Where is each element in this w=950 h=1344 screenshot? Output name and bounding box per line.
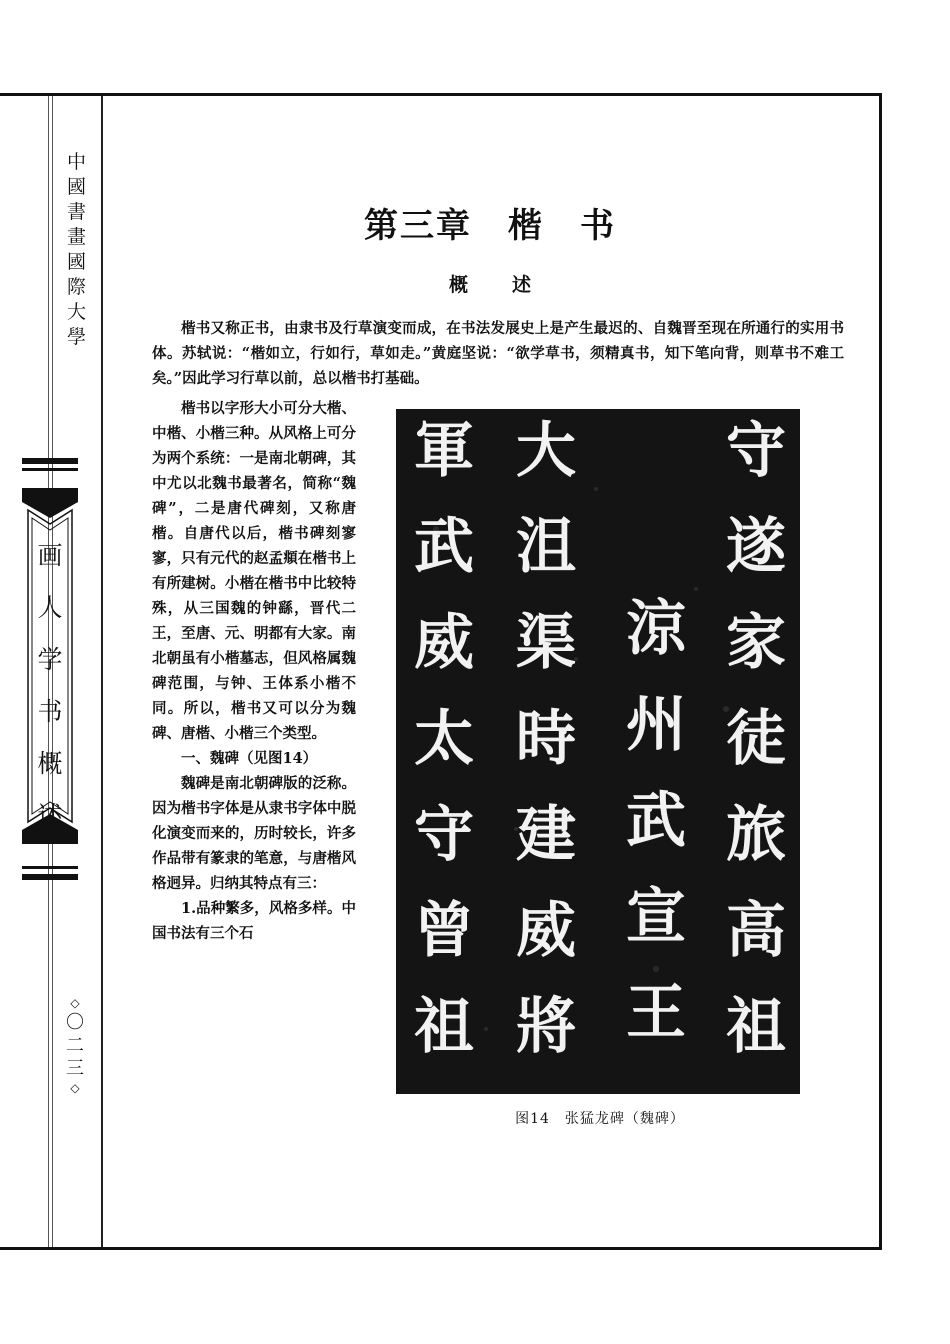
series-title-char: 際: [66, 276, 87, 298]
section-name-char: 画: [37, 541, 63, 570]
rubbing-character: 沮: [516, 512, 576, 582]
body-paragraph: 1.品种繁多，风格多样。中国书法有三个石: [152, 900, 356, 942]
intro-text: [152, 316, 844, 391]
page-number: [55, 995, 95, 1096]
body-paragraph: 楷书以字形大小可分大楷、中楷、小楷三种。从风格上可分为两个系统：一是南北朝碑，其中尤以北魏书最著名，简称“魏碑”，二是唐代碑刻，又称唐楷。自唐代以后，楷书碑刻寥寥，只有元代的赵孟頫在楷书上有所建树。小楷在楷书中比较特殊，从三国魏的钟繇，晋代二王，至唐、元、明都有大家。南北朝虽有小楷墓志，但风格属魏碑范围，与钟、王体系小楷不同。所以，楷书又可以分为魏碑、唐楷、小楷三个类型。: [152, 400, 356, 742]
decorative-bar: [22, 468, 78, 471]
rubbing-character: 曾: [414, 896, 474, 966]
column-text: [152, 396, 356, 946]
rubbing-character: 守: [726, 416, 786, 486]
page-number-char: 三: [66, 1058, 84, 1079]
figure-caption: 图14 张猛龙碑（魏碑）: [515, 1111, 685, 1127]
rubbing-character: 州: [626, 690, 686, 760]
series-title-char: 大: [66, 301, 87, 323]
series-title-char: 國: [66, 176, 87, 198]
stele-rubbing-image: [396, 409, 800, 1094]
section-title: 概述: [448, 274, 575, 296]
rubbing-character: 高: [726, 896, 786, 966]
rubbing-character: 宣: [626, 882, 686, 952]
rubbing-character: 涼: [626, 594, 686, 664]
rubbing-character: 旅: [726, 800, 786, 870]
rubbing-character: 威: [516, 896, 576, 966]
series-title-char: 畫: [66, 226, 87, 248]
rubbing-character: 祖: [726, 992, 786, 1062]
rubbing-character: 軍: [414, 416, 474, 486]
chapter-title: 第三章 楷 书: [364, 206, 616, 246]
rubbing-character: 祖: [414, 992, 474, 1062]
rubbing-character: 渠: [516, 608, 576, 678]
rubbing-character: 徒: [726, 704, 786, 774]
sidebar-rule: [101, 96, 103, 1247]
decorative-bar: [22, 458, 78, 464]
series-title-char: 書: [66, 201, 87, 223]
series-title: [58, 150, 96, 350]
series-title-char: 中: [66, 151, 87, 173]
intro-paragraph: 楷书又称正书，由隶书及行草演变而成，在书法发展史上是产生最迟的、自魏晋至现在所通行的实用书体。苏轼说：“楷如立，行如行，草如走。”黄庭坚说：“欲学草书，须精真书，知下笔向背，则草书不难工矣。”因此学习行草以前，总以楷书打基础。: [152, 320, 844, 387]
rubbing-character: 威: [414, 608, 474, 678]
section-name: [28, 530, 72, 842]
section-name-char: 人: [37, 593, 63, 622]
rubbing-character: 遂: [726, 512, 786, 582]
page-number-char: 〇: [66, 1012, 84, 1033]
subheading: 一、魏碑（见图14）: [181, 750, 318, 767]
rubbing-character: 武: [414, 512, 474, 582]
diamond-icon: ◇: [70, 996, 80, 1010]
rubbing-character: 守: [414, 800, 474, 870]
rubbing-character: 時: [516, 704, 576, 774]
rubbing-character: 將: [516, 992, 576, 1062]
decorative-bar: [22, 866, 78, 869]
series-title-char: 學: [66, 326, 87, 348]
rubbing-character: 王: [626, 978, 686, 1048]
section-name-char: 学: [37, 645, 63, 674]
rubbing-character: 家: [726, 608, 786, 678]
decorative-bar: [22, 874, 78, 880]
section-name-char: 述: [37, 801, 63, 830]
rubbing-character: 太: [414, 704, 474, 774]
rubbing-character: 武: [626, 786, 686, 856]
page-number-char: 二: [66, 1035, 84, 1056]
rubbing-character: 大: [516, 416, 576, 486]
diamond-icon: ◇: [70, 1081, 80, 1095]
section-name-char: 概: [37, 749, 63, 778]
section-name-char: 书: [37, 697, 63, 726]
rubbing-character: 建: [516, 800, 576, 870]
series-title-char: 國: [66, 251, 87, 273]
body-paragraph: 魏碑是南北朝碑版的泛称。因为楷书字体是从隶书字体中脱化演变而来的，历时较长，许多作品带有篆隶的笔意，与唐楷风格迥异。归纳其特点有三：: [152, 775, 356, 892]
